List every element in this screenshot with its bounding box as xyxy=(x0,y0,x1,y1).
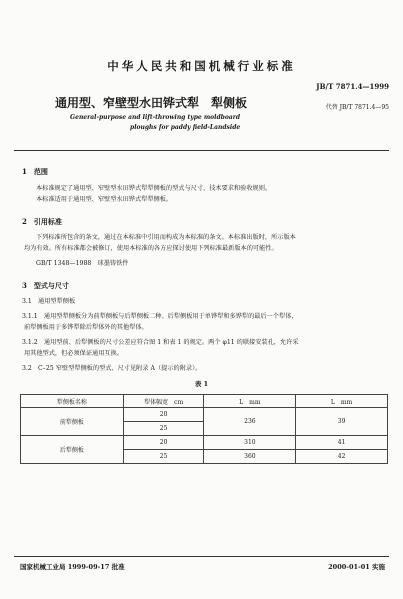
table-caption: 表 1 xyxy=(194,380,209,388)
dimension-table xyxy=(20,394,388,464)
table-cell: 310 xyxy=(204,436,296,450)
table-cell: 42 xyxy=(296,450,388,464)
table-cell: 20 xyxy=(123,436,204,450)
section-2-paragraph-line-2: 均为有效。所有标准都会被修订，使用本标准的各方应探讨使用下列标准最新版本的可能性。 xyxy=(24,245,278,252)
table-header-row xyxy=(21,395,388,408)
section-3-heading: 3 型式与尺寸 xyxy=(22,281,69,290)
document-title: 通用型、窄壁型水田铧式犁 犁侧板 xyxy=(55,96,248,110)
table-cell: 360 xyxy=(204,450,296,464)
issuing-authority: 中华人民共和国机械行业标准 xyxy=(107,59,296,73)
table-cell: 25 xyxy=(123,422,204,436)
table-header-cell: L mm xyxy=(204,395,296,408)
clause-3-1-1-line-2: 前犁侧板用于多铧犁除后犁体外的其他犁体。 xyxy=(24,324,148,331)
section-1-paragraph-1: 本标准规定了通用型、窄壁型水田铧式犁犁侧板的型式与尺寸、技术要求和验收规则。 xyxy=(36,185,272,192)
section-2-paragraph-line-1: 下列标准所包含的条文，通过在本标准中引用而构成为本标准的条文。本标准出版时，所示版本 xyxy=(36,234,296,241)
clause-3-1-2-line-1: 3.1.2 通用型前、后犁侧板的尺寸公差应符合图 1 和表 1 的规定。两个 φ11 的联接安装孔，允许采 xyxy=(22,339,299,346)
table-header-cell: L mm xyxy=(296,395,388,408)
table-cell: 41 xyxy=(296,436,388,450)
table-cell: 236 xyxy=(204,408,296,436)
clause-3-1-2-line-2: 用其他型式，但必须保证通用互换。 xyxy=(24,350,123,357)
table-header-cell: 犁体幅宽 cm xyxy=(123,395,204,408)
table-cell: 20 xyxy=(123,408,204,422)
header-rule xyxy=(14,150,389,151)
implementation-date: 2000-01-01 实施 xyxy=(328,563,385,571)
approval-date: 国家机械工业局 1999-09-17 批准 xyxy=(20,563,125,571)
english-title-line-2: ploughs for paddy field-Landside xyxy=(130,124,241,131)
table-cell: 后犁侧板 xyxy=(21,436,124,464)
section-1-paragraph-2: 本标准适用于通用型、窄壁型水田铧式犁犁侧板。 xyxy=(36,196,173,203)
section-1-heading: 1 范围 xyxy=(22,167,48,176)
table-row xyxy=(21,408,388,422)
table-cell: 25 xyxy=(123,450,204,464)
english-title-line-1: General-purpose and lift-throwing type moldboard xyxy=(70,114,241,121)
clause-3-1: 3.1 通用型犁侧板 xyxy=(22,298,76,305)
clause-3-2: 3.2 C–25 窄壁型犁侧板的型式、尺寸见附录 A（提示的附录）。 xyxy=(22,365,202,372)
referenced-standard: GB/T 1348—1988 球墨铸铁件 xyxy=(36,260,129,267)
table-cell: 前犁侧板 xyxy=(21,408,124,436)
footer-rule xyxy=(14,556,389,557)
table-header-cell: 犁侧板名称 xyxy=(21,395,124,408)
clause-3-1-1-line-1: 3.1.1 通用型犁侧板分为前犁侧板与后犁侧板二种。后犁侧板用于单铧犁和多铧犁的最后一个犁体， xyxy=(22,313,298,320)
replaces-standard: 代替 JB/T 7871.4—95 xyxy=(325,104,389,111)
table-row xyxy=(21,436,388,450)
section-2-heading: 2 引用标准 xyxy=(22,217,62,226)
table-cell: 39 xyxy=(296,408,388,436)
standard-number: JB/T 7871.4—1999 xyxy=(316,82,389,91)
